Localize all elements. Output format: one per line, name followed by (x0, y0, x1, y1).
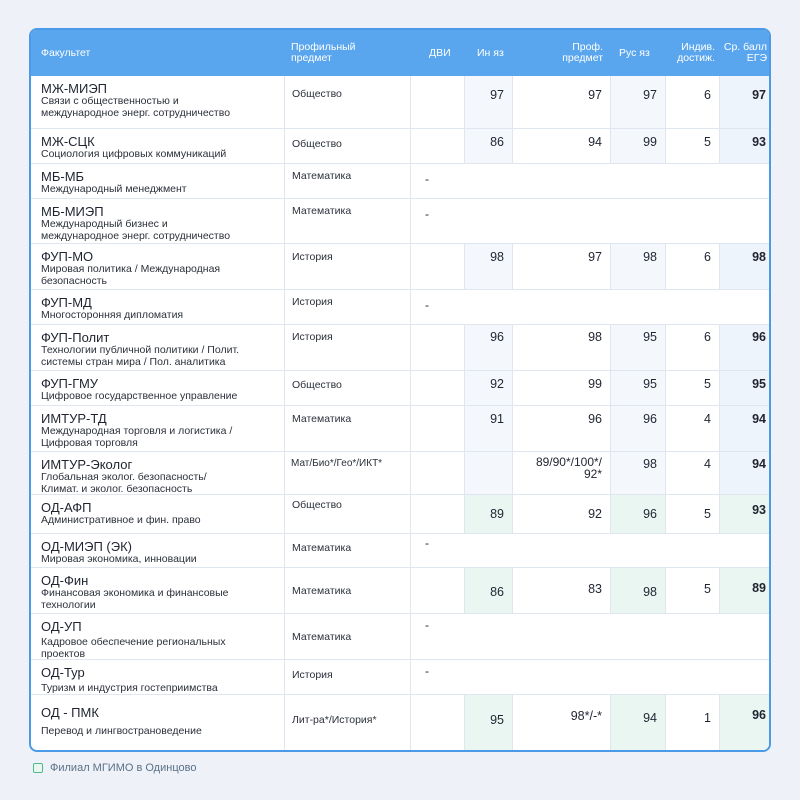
profile-subject: Общество (284, 129, 410, 163)
dvi-cell (410, 695, 464, 752)
table-row (31, 371, 769, 406)
faculty-description: Перевод и лингвострановедение (41, 725, 202, 737)
dvi-cell: - (410, 660, 464, 694)
faculty-description: Туризм и индустрия гостеприимства (41, 682, 218, 694)
table-row (31, 290, 769, 325)
faculty-description: Многосторонняя дипломатия (41, 309, 184, 321)
score-profile: 98 (512, 325, 610, 370)
dvi-cell (410, 325, 464, 370)
score-rus: 95 (610, 371, 665, 405)
faculty-description: Технологии публичной политики / Полит. системы стран мира / Пол. аналитика (41, 344, 240, 368)
table-row (31, 452, 769, 495)
profile-subject: Общество (284, 495, 410, 533)
score-profile: 94 (512, 129, 610, 163)
header-rus: Рус яз (619, 46, 650, 59)
score-profile: 97 (512, 76, 610, 128)
dvi-cell (410, 371, 464, 405)
score-individual: 4 (665, 452, 719, 494)
faculty-description: Международная торговля и логистика / Цифровая торговля (41, 425, 233, 449)
profile-subject: Лит-ра*/История* (284, 695, 410, 752)
faculty-description: Финансовая экономика и финансовые технологии (41, 587, 229, 611)
profile-subject: Математика (284, 614, 410, 659)
header-prof-subject: Проф. предмет (562, 41, 603, 64)
dvi-cell (410, 129, 464, 163)
faculty-cell (31, 244, 284, 289)
faculty-cell (31, 76, 284, 128)
faculty-description: Кадровое обеспечение региональных проектов (41, 636, 226, 660)
score-average: 97 (719, 76, 771, 128)
faculty-code: ОД-Фин (41, 573, 89, 588)
faculty-code: ФУП-МД (41, 295, 92, 310)
dvi-cell: - (410, 614, 464, 659)
legend-swatch (33, 763, 43, 773)
faculty-description: Международный менеджмент (41, 183, 187, 195)
score-rus: 95 (610, 325, 665, 370)
score-rus: 94 (610, 695, 665, 752)
dvi-cell (410, 452, 464, 494)
score-profile-line1: 89/90*/100*/ (535, 455, 602, 469)
table-row (31, 614, 769, 660)
score-rus: 97 (610, 76, 665, 128)
score-individual: 5 (665, 568, 719, 613)
dvi-cell: - (410, 199, 464, 243)
score-rus: 96 (610, 495, 665, 533)
score-rus: 96 (610, 406, 665, 451)
faculty-description: Цифровое государственное управление (41, 390, 238, 402)
faculty-description: Социология цифровых коммуникаций (41, 148, 227, 160)
profile-subject: История (284, 660, 410, 694)
admission-table (29, 28, 771, 752)
dvi-cell: - (410, 164, 464, 198)
header-average: Ср. балл ЕГЭ (723, 41, 767, 64)
profile-subject: Математика (284, 406, 410, 451)
header-individual: Индив. достиж. (677, 41, 715, 64)
score-average: 98 (719, 244, 771, 289)
score-rus: 99 (610, 129, 665, 163)
faculty-code: ОД-МИЭП (ЭК) (41, 539, 133, 554)
table-row (31, 495, 769, 534)
dvi-cell (410, 76, 464, 128)
faculty-cell (31, 129, 284, 163)
profile-subject: История (284, 290, 410, 324)
faculty-code: ФУП-ГМУ (41, 376, 99, 391)
faculty-code: ФУП-МО (41, 249, 94, 264)
profile-subject: История (284, 244, 410, 289)
score-individual: 6 (665, 76, 719, 128)
score-individual: 1 (665, 695, 719, 752)
header-subject: Профильный предмет (291, 41, 356, 64)
faculty-cell (31, 290, 284, 324)
table-row (31, 199, 769, 244)
faculty-description: Мировая экономика, инновации (41, 553, 197, 565)
score-lang: 91 (464, 406, 512, 451)
header-dvi: ДВИ (429, 46, 451, 59)
faculty-cell (31, 534, 284, 567)
score-profile: 97 (512, 244, 610, 289)
faculty-cell (31, 452, 284, 494)
score-profile: 96 (512, 406, 610, 451)
dvi-cell: - (410, 534, 464, 567)
score-individual: 6 (665, 244, 719, 289)
score-average: 96 (719, 695, 771, 752)
profile-subject: Математика (284, 164, 410, 198)
score-profile-line2: 92* (583, 467, 602, 481)
dvi-cell (410, 568, 464, 613)
faculty-code: ОД-УП (41, 619, 82, 634)
score-lang: 95 (464, 695, 512, 752)
score-profile (512, 452, 610, 494)
score-rus: 98 (610, 452, 665, 494)
score-individual: 5 (665, 495, 719, 533)
score-lang: 96 (464, 325, 512, 370)
header-lang: Ин яз (477, 46, 504, 59)
table-row (31, 129, 769, 164)
score-lang: 89 (464, 495, 512, 533)
faculty-description: Административное и фин. право (41, 514, 201, 526)
faculty-cell (31, 614, 284, 659)
dvi-cell: - (410, 290, 464, 324)
score-profile: 99 (512, 371, 610, 405)
score-lang: 86 (464, 568, 512, 613)
score-average: 95 (719, 371, 771, 405)
faculty-description: Мировая политика / Международная безопасность (41, 263, 221, 287)
faculty-cell (31, 371, 284, 405)
faculty-code: ФУП-Полит (41, 330, 110, 345)
score-individual: 4 (665, 406, 719, 451)
score-average: 93 (719, 129, 771, 163)
table-row (31, 244, 769, 290)
score-individual: 5 (665, 129, 719, 163)
profile-subject: Мат/Био*/Гео*/ИКТ* (284, 452, 410, 494)
faculty-code: ИМТУР-ТД (41, 411, 107, 426)
dvi-cell (410, 495, 464, 533)
score-profile: 83 (512, 568, 610, 613)
faculty-code: ОД - ПМК (41, 705, 99, 720)
score-individual: 6 (665, 325, 719, 370)
faculty-code: ИМТУР-Эколог (41, 457, 133, 472)
dvi-cell (410, 406, 464, 451)
faculty-code: МЖ-СЦК (41, 134, 95, 149)
faculty-code: МБ-МБ (41, 169, 85, 184)
header-faculty: Факультет (41, 46, 91, 59)
score-rus: 98 (610, 244, 665, 289)
score-average: 96 (719, 325, 771, 370)
faculty-description: Глобальная эколог. безопасность/ Климат. и эколог. безопасность (41, 471, 207, 495)
score-lang: 86 (464, 129, 512, 163)
score-individual: 5 (665, 371, 719, 405)
table-row (31, 406, 769, 452)
score-lang (464, 452, 512, 494)
score-average: 94 (719, 406, 771, 451)
faculty-cell (31, 568, 284, 613)
profile-subject: История (284, 325, 410, 370)
faculty-cell (31, 695, 284, 752)
faculty-cell (31, 325, 284, 370)
faculty-code: МЖ-МИЭП (41, 81, 108, 96)
faculty-cell (31, 660, 284, 694)
score-rus: 98 (610, 568, 665, 613)
faculty-code: ОД-Тур (41, 665, 85, 680)
faculty-cell (31, 164, 284, 198)
score-lang: 98 (464, 244, 512, 289)
profile-subject: Общество (284, 76, 410, 128)
faculty-code: ОД-АФП (41, 500, 92, 515)
table-row (31, 695, 769, 752)
table-row (31, 325, 769, 371)
profile-subject: Математика (284, 534, 410, 567)
table-row (31, 76, 769, 129)
faculty-description: Связи с общественностью и международное энерг. сотрудничество (41, 95, 231, 119)
score-profile: 92 (512, 495, 610, 533)
faculty-cell (31, 199, 284, 243)
score-average: 94 (719, 452, 771, 494)
faculty-cell (31, 495, 284, 533)
faculty-code: МБ-МИЭП (41, 204, 104, 219)
table-row (31, 534, 769, 568)
legend-label: Филиал МГИМО в Одинцово (50, 762, 197, 774)
score-profile: 98*/-* (512, 695, 610, 752)
score-average: 93 (719, 495, 771, 533)
faculty-cell (31, 406, 284, 451)
profile-subject: Математика (284, 199, 410, 243)
profile-subject: Математика (284, 568, 410, 613)
table-row (31, 568, 769, 614)
table-row (31, 164, 769, 199)
table-row (31, 660, 769, 695)
score-lang: 92 (464, 371, 512, 405)
legend (33, 762, 196, 774)
dvi-cell (410, 244, 464, 289)
score-lang: 97 (464, 76, 512, 128)
faculty-description: Международный бизнес и международное энерг. сотрудничество (41, 218, 231, 242)
score-average: 89 (719, 568, 771, 613)
profile-subject: Общество (284, 371, 410, 405)
table-header (31, 30, 769, 76)
